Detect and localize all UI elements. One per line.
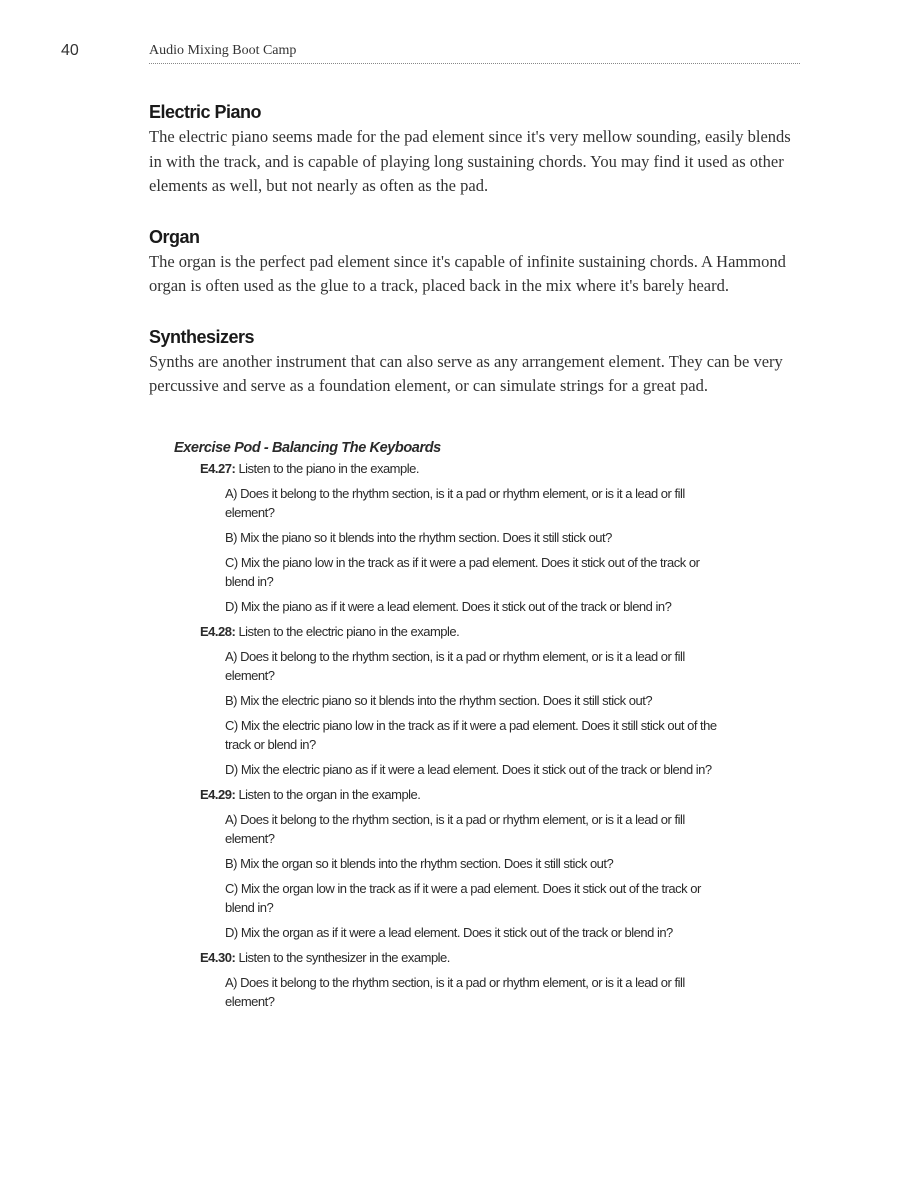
- exercise-pod: [174, 438, 774, 1017]
- exercise-title: Exercise Pod - Balancing The Keyboards: [174, 440, 441, 456]
- section-heading: Synthesizers: [149, 326, 255, 347]
- exercise-prompt: [200, 622, 774, 641]
- section-electric-piano: [149, 100, 804, 199]
- header-rule: [149, 63, 800, 64]
- exercise-item-e4-30: [200, 948, 774, 1011]
- exercise-prompt: [200, 948, 774, 967]
- exercise-question: C) Mix the electric piano low in the track as if it were a pad element. Does it still stick out of the track or blend in?: [225, 718, 717, 752]
- exercise-question: A) Does it belong to the rhythm section, is it a pad or rhythm element, or is it a lead or fill element?: [225, 486, 685, 520]
- exercise-question: D) Mix the organ as if it were a lead element. Does it stick out of the track or blend in?: [225, 925, 673, 940]
- section-organ: [149, 225, 804, 299]
- exercise-id: E4.30:: [200, 950, 236, 965]
- exercise-id: E4.28:: [200, 624, 236, 639]
- exercise-item-e4-28: [200, 622, 774, 779]
- running-title: Audio Mixing Boot Camp: [149, 43, 297, 58]
- section-synthesizers: [149, 325, 804, 399]
- exercise-question: B) Mix the electric piano so it blends into the rhythm section. Does it still stick out?: [225, 693, 653, 708]
- page-header: [0, 38, 900, 66]
- exercise-item-e4-29: [200, 785, 774, 942]
- main-content: [149, 100, 804, 425]
- exercise-item-e4-27: [200, 459, 774, 616]
- exercise-prompt-text: Listen to the piano in the example.: [238, 461, 419, 476]
- exercise-question: D) Mix the piano as if it were a lead element. Does it stick out of the track or blend in?: [225, 599, 672, 614]
- exercise-question: C) Mix the organ low in the track as if it were a pad element. Does it stick out of the track or blend in?: [225, 881, 701, 915]
- exercise-question: A) Does it belong to the rhythm section, is it a pad or rhythm element, or is it a lead or fill element?: [225, 812, 685, 846]
- section-body: The electric piano seems made for the pad element since it's very mellow sounding, easily blends in with the track, and is capable of playing long sustaining chords. You may find it used as other elements as well, but not nearly as often as the pad.: [149, 127, 791, 195]
- exercise-question: B) Mix the organ so it blends into the rhythm section. Does it still stick out?: [225, 856, 614, 871]
- exercise-id: E4.29:: [200, 787, 236, 802]
- section-body: Synths are another instrument that can also serve as any arrangement element. They can be very percussive and serve as a foundation element, or can simulate strings for a great pad.: [149, 351, 783, 395]
- exercise-question: A) Does it belong to the rhythm section, is it a pad or rhythm element, or is it a lead or fill element?: [225, 975, 685, 1009]
- exercise-question: D) Mix the electric piano as if it were a lead element. Does it stick out of the track or blend in?: [225, 762, 712, 777]
- exercise-question: C) Mix the piano low in the track as if it were a pad element. Does it stick out of the track or blend in?: [225, 555, 700, 589]
- exercise-prompt-text: Listen to the synthesizer in the example.: [238, 950, 450, 965]
- exercise-question: B) Mix the piano so it blends into the rhythm section. Does it still stick out?: [225, 530, 612, 545]
- section-heading: Organ: [149, 226, 200, 247]
- exercise-prompt-text: Listen to the electric piano in the example.: [238, 624, 460, 639]
- exercise-id: E4.27:: [200, 461, 236, 476]
- page-number: 40: [61, 42, 79, 59]
- exercise-prompt: [200, 785, 774, 804]
- exercise-prompt: [200, 459, 774, 478]
- exercise-prompt-text: Listen to the organ in the example.: [238, 787, 421, 802]
- section-heading: Electric Piano: [149, 102, 262, 122]
- exercise-question: A) Does it belong to the rhythm section, is it a pad or rhythm element, or is it a lead or fill element?: [225, 649, 685, 683]
- section-body: The organ is the perfect pad element since it's capable of infinite sustaining chords. A Hammond organ is often used as the glue to a track, placed back in the mix where it's barely heard.: [149, 251, 786, 295]
